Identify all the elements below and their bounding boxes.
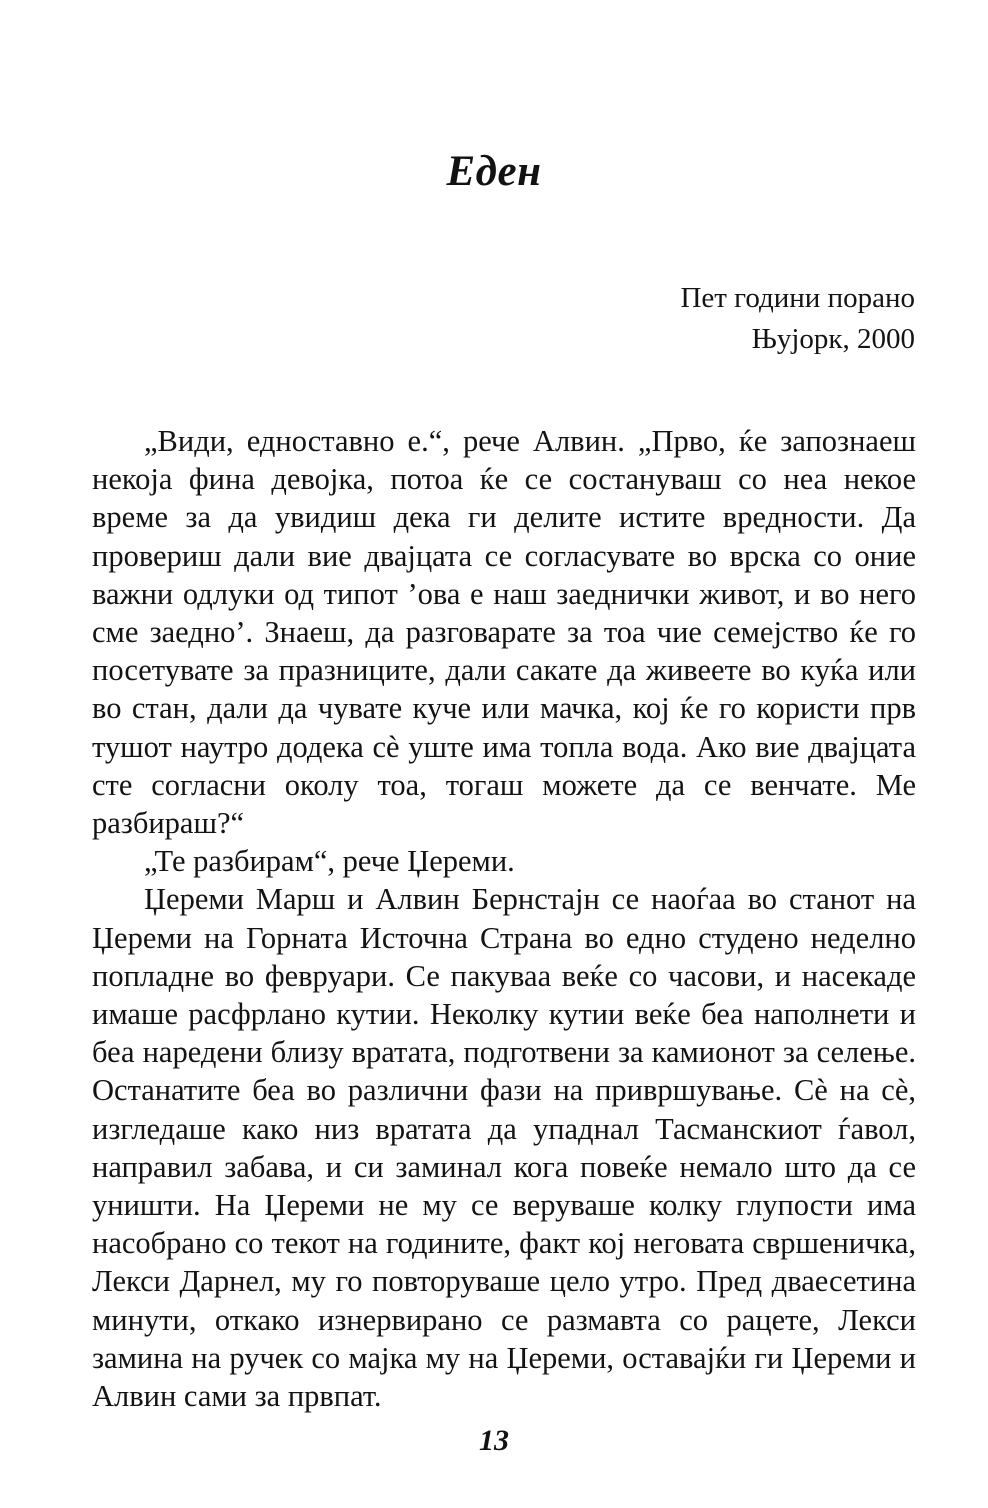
body-paragraph-1: „Види, едноставно е.“, рече Алвин. „Прво, ќе запознаеш некоја фина девојка, потоа ќе се состануваш со неа некое време за да увидиш дека ги делите истите вредности. Да провериш дали вие двајцата се согласувате во врска со оние важни одлуки од типот ’ова е наш заеднички живот, и во него сме заедно’. Знаеш, да разговарате за тоа чие семејство ќе го посетувате за празниците, дали сакате да живеете во куќа или во стан, дали да чувате куче или мачка, кој ќе го користи прв тушот наутро додека сѐ уште има топла вода. Ако вие двајцата сте согласни околу тоа, тогаш можете да се венчате. Ме разбираш?“	[92, 424, 916, 841]
dateline-line-time: Пет години порано	[680, 282, 915, 314]
dateline-block	[92, 278, 915, 360]
dateline-line-place: Њујорк, 2000	[751, 323, 915, 355]
body-paragraph-3: Џереми Марш и Алвин Бернстајн се наоѓаа во станот на Џереми на Горната Источна Страна во едно студено неделно попладне во февруари. Се пакуваа веќе со часови, и насекаде имаше расфрлано кутии. Неколку кутии веќе беа наполнети и беа наредени близу вратата, подготвени за камионот за селење. Останатите беа во различни фази на привршување. Сѐ на сѐ, изгледаше како низ вратата да упаднал Тасманскиот ѓавол, направил забава, и си заминал кога повеќе немало што да се уништи. На Џереми не му се веруваше колку глупости има насобрано со текот на годините, факт кој неговата свршеничка, Лекси Дарнел, му го повторуваше цело утро. Пред дваесетина минути, откако изнервирано се размавта со рацете, Лекси замина на ручек со мајка му на Џереми, оставајќи ги Џереми и Алвин сами за првпат.	[92, 882, 916, 1414]
page-number: 13	[479, 1424, 509, 1457]
body-text-block	[92, 422, 916, 1415]
chapter-title: Еден	[446, 147, 542, 195]
body-paragraph-2: „Те разбирам“, рече Џереми.	[144, 844, 515, 879]
